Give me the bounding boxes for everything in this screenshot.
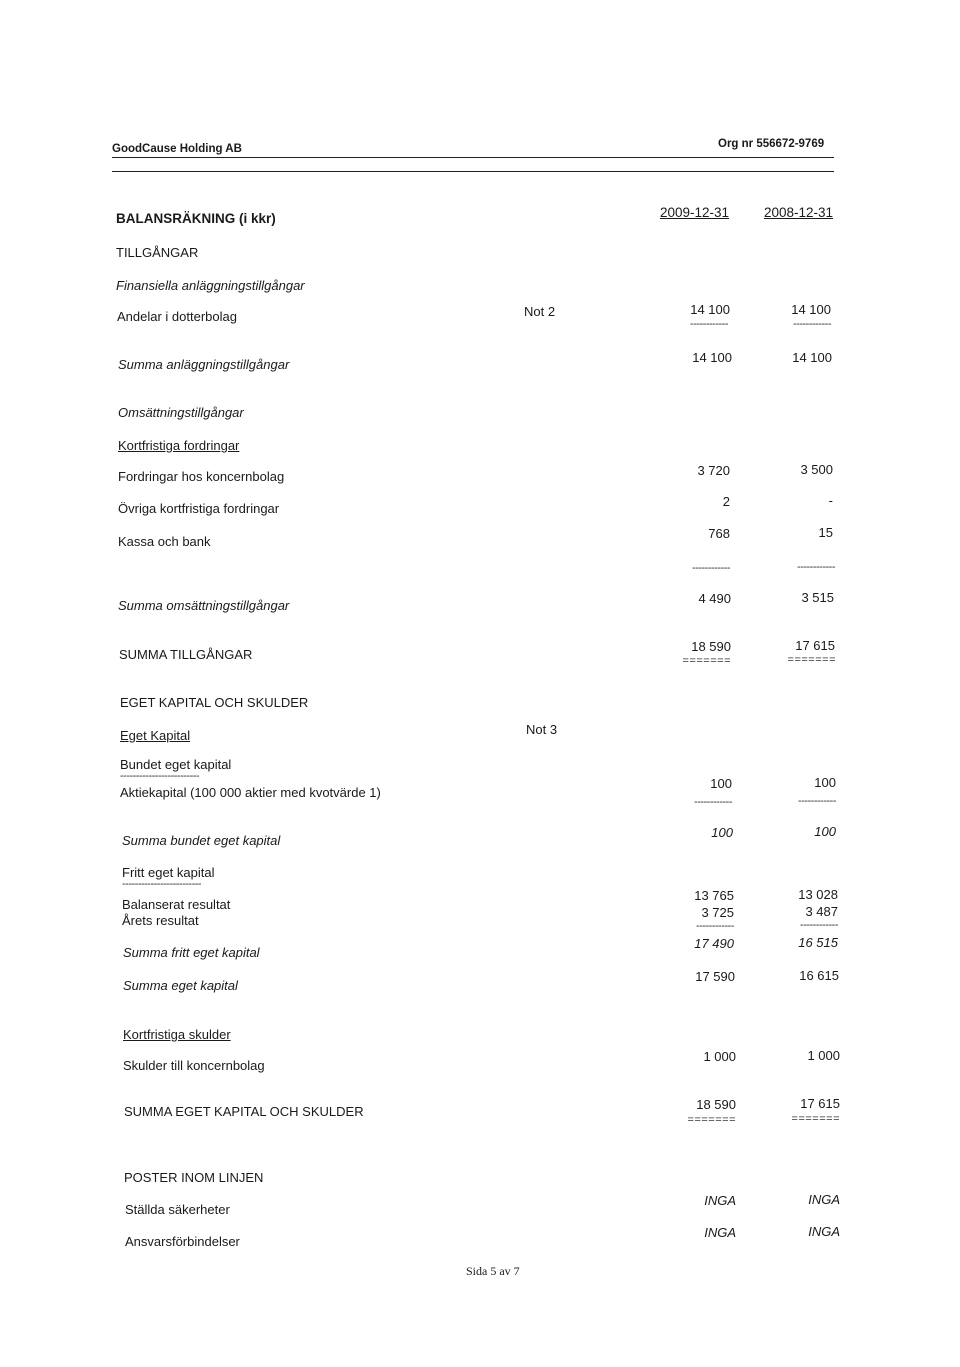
row-label: Summa anläggningstillgångar	[118, 357, 290, 372]
row-label: Fordringar hos koncernbolag	[118, 469, 285, 484]
value-2008: 15	[818, 525, 833, 540]
current-assets-heading: Omsättningstillgångar	[118, 405, 244, 420]
value-2009: 13 765	[694, 888, 734, 903]
label-underline: -------------------------	[120, 770, 200, 782]
value-2008: 17 615	[800, 1096, 840, 1111]
value-2009: 4 490	[698, 591, 731, 606]
value-2009: 14 100	[692, 350, 732, 365]
memorandum-heading: POSTER INOM LINJEN	[124, 1170, 264, 1185]
value-2009: 18 590	[691, 639, 731, 654]
value-2008: 100	[814, 824, 836, 839]
label-underline: -------------------------	[122, 878, 202, 890]
note-ref: Not 2	[524, 304, 556, 319]
subtotal-line: ------------	[793, 318, 831, 330]
row-label: SUMMA TILLGÅNGAR	[119, 647, 253, 662]
value-2009: 2	[722, 494, 730, 509]
value-2009: 14 100	[690, 302, 730, 317]
org-number: Org nr 556672-9769	[718, 138, 825, 150]
row-label: SUMMA EGET KAPITAL OCH SKULDER	[124, 1104, 364, 1119]
restricted-equity-heading: Bundet eget kapital	[120, 757, 232, 772]
value-2009: 768	[708, 526, 730, 541]
page-title: BALANSRÄKNING (i kkr)	[116, 211, 276, 226]
value-2008: 3 515	[801, 590, 834, 605]
value-2009: 17 490	[694, 936, 734, 951]
total-line: =======	[682, 655, 731, 667]
free-equity-heading: Fritt eget kapital	[122, 865, 215, 880]
row-label: Balanserat resultat	[122, 897, 231, 912]
value-2009: 100	[711, 825, 733, 840]
short-term-liabilities-heading: Kortfristiga skulder	[123, 1027, 231, 1042]
subtotal-line: ------------	[696, 920, 734, 932]
equity-heading: EGET KAPITAL OCH SKULDER	[120, 695, 309, 710]
value-2009: INGA	[704, 1193, 736, 1208]
subtotal-line: ------------	[797, 561, 835, 573]
value-2008: 17 615	[795, 638, 835, 653]
row-label: Andelar i dotterbolag	[117, 309, 237, 324]
equity-subheading: Eget Kapital	[120, 728, 191, 743]
value-2009: 100	[710, 776, 732, 791]
subtotal-line: ------------	[694, 796, 732, 808]
subtotal-line: ------------	[800, 919, 838, 931]
value-2009: 3 725	[701, 905, 734, 920]
value-2008: 13 028	[798, 887, 838, 902]
financial-assets-heading: Finansiella anläggningstillgångar	[116, 278, 305, 293]
header-rule	[112, 157, 834, 158]
column-2008: 2008-12-31	[764, 205, 834, 220]
company-name: GoodCause Holding AB	[112, 143, 242, 155]
value-2008: 1 000	[807, 1048, 840, 1063]
page-number: Sida 5 av 7	[466, 1264, 520, 1278]
value-2008: 14 100	[792, 350, 832, 365]
row-label: Skulder till koncernbolag	[123, 1058, 265, 1073]
row-label: Ansvarsförbindelser	[125, 1234, 240, 1249]
note-ref: Not 3	[526, 722, 558, 737]
subtotal-line: ------------	[798, 795, 836, 807]
value-2008: -	[828, 493, 833, 508]
short-term-receivables-heading: Kortfristiga fordringar	[118, 438, 240, 453]
subtotal-line: ------------	[692, 562, 730, 574]
row-label: Summa bundet eget kapital	[122, 833, 281, 848]
row-label: Ställda säkerheter	[125, 1202, 230, 1217]
row-label: Summa omsättningstillgångar	[118, 598, 290, 613]
total-line: =======	[787, 654, 836, 666]
value-2008: 14 100	[791, 302, 831, 317]
value-2008: INGA	[808, 1192, 840, 1207]
row-label: Övriga kortfristiga fordringar	[118, 501, 280, 516]
value-2009: INGA	[704, 1225, 736, 1240]
subtotal-line: ------------	[690, 318, 728, 330]
row-label: Årets resultat	[122, 913, 199, 928]
assets-heading: TILLGÅNGAR	[116, 245, 199, 260]
value-2009: 1 000	[703, 1049, 736, 1064]
value-2008: INGA	[808, 1224, 840, 1239]
header-rule-lower	[112, 171, 834, 172]
total-line: =======	[791, 1113, 840, 1125]
column-2009: 2009-12-31	[660, 205, 730, 220]
value-2009: 18 590	[696, 1097, 736, 1112]
value-2008: 3 500	[800, 462, 833, 477]
value-2008: 16 515	[798, 935, 838, 950]
value-2008: 100	[814, 775, 836, 790]
value-2009: 17 590	[695, 969, 735, 984]
row-label: Kassa och bank	[118, 534, 211, 549]
value-2008: 16 615	[799, 968, 839, 983]
total-line: =======	[687, 1114, 736, 1126]
row-label: Aktiekapital (100 000 aktier med kvotvärde 1)	[120, 785, 381, 800]
row-label: Summa fritt eget kapital	[123, 945, 260, 960]
value-2009: 3 720	[697, 463, 730, 478]
value-2008: 3 487	[805, 904, 838, 919]
row-label: Summa eget kapital	[123, 978, 238, 993]
